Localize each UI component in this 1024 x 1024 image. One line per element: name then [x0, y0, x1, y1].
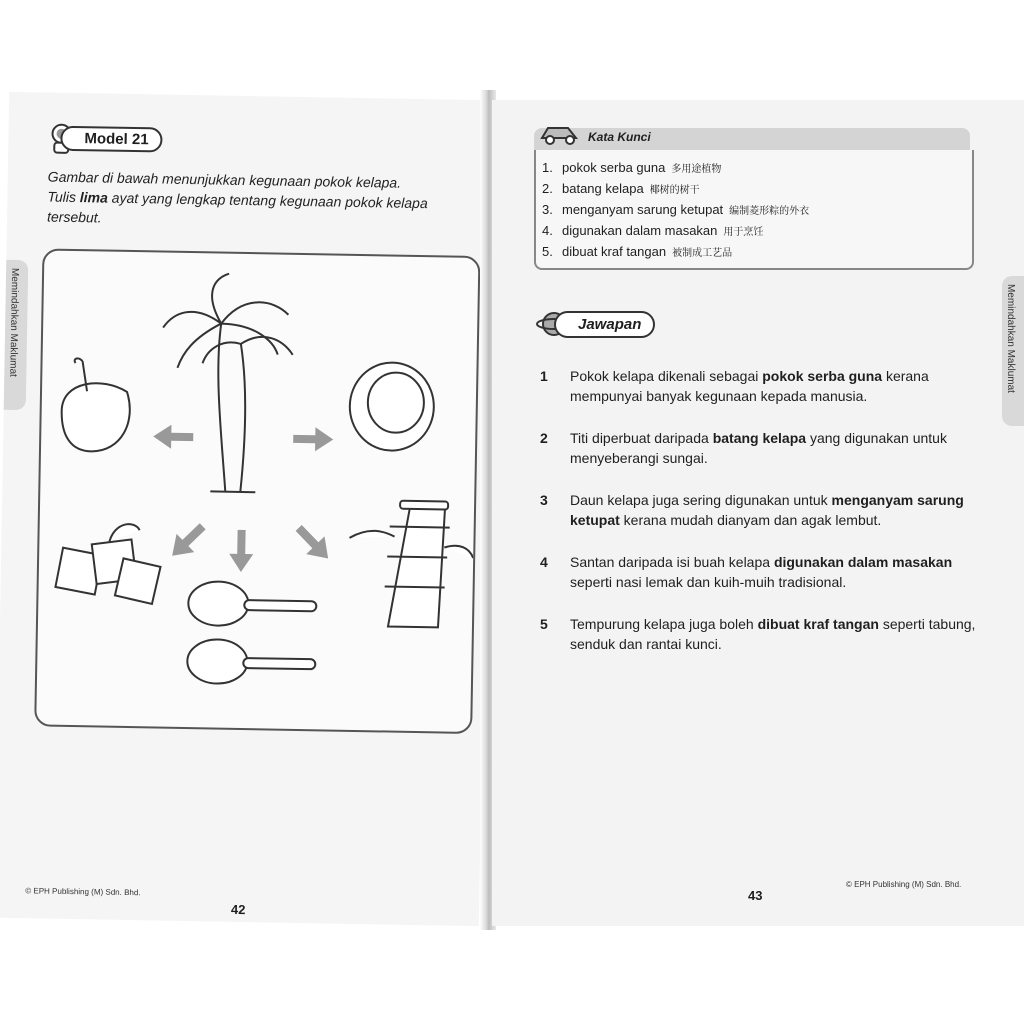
coconut-tree-icon — [160, 273, 294, 493]
coconut-uses-illustration — [34, 248, 480, 734]
arrow-left-icon — [153, 424, 193, 449]
kk-malay: batang kelapa — [562, 181, 644, 196]
right-page — [492, 100, 1024, 926]
kk-malay: digunakan dalam masakan — [562, 223, 718, 238]
kk-malay: menganyam sarung ketupat — [562, 202, 724, 217]
answer-text-part: Pokok kelapa dikenali sebagai — [570, 368, 763, 384]
answer-text — [570, 366, 980, 406]
answer-item — [540, 490, 980, 530]
answer-item — [540, 614, 980, 654]
jawapan-label: Jawapan — [554, 311, 655, 338]
kk-chinese: 用于烹饪 — [723, 227, 764, 238]
kata-kunci-item — [542, 200, 809, 221]
answer-text-part: Daun kelapa juga sering digunakan untuk — [570, 492, 832, 508]
arrow-icons — [151, 424, 334, 573]
arrow-right-icon — [293, 427, 333, 452]
answer-text-part: kerana mempunyai banyak kegunaan kepada manusia. — [570, 368, 929, 404]
jawapan-badge — [536, 306, 655, 342]
illustration-svg — [36, 250, 478, 732]
answer-number: 1 — [540, 368, 548, 384]
answer-keyword: pokok serba guna — [762, 368, 883, 384]
answer-number: 3 — [540, 492, 548, 508]
kk-malay: pokok serba guna — [562, 160, 666, 175]
arrow-down-right-icon — [295, 525, 329, 559]
answer-keyword: batang kelapa — [712, 430, 807, 446]
kk-malay: dibuat kraf tangan — [562, 244, 667, 259]
answer-text-part: Tempurung kelapa juga boleh — [570, 616, 758, 632]
right-footer: © EPH Publishing (M) Sdn. Bhd. — [846, 880, 962, 889]
left-side-tab — [4, 260, 29, 410]
coconut-bridge-icon — [348, 500, 474, 628]
answer-number: 2 — [540, 430, 548, 446]
left-page-number: 42 — [230, 901, 246, 918]
answer-keyword: dibuat kraf tangan — [757, 616, 879, 632]
answer-keyword: digunakan dalam masakan — [773, 554, 953, 570]
answer-item — [540, 366, 980, 406]
kata-kunci-item — [542, 242, 809, 263]
kk-num: 4. — [542, 223, 553, 238]
instruction-line-1: Gambar di bawah menunjukkan kegunaan pokok kelapa. — [47, 168, 402, 191]
answer-item — [540, 428, 980, 468]
answer-text-part: kerana mudah dianyam dan agak lembut. — [619, 512, 882, 528]
right-side-tab — [1002, 276, 1024, 426]
arrow-down-icon — [229, 530, 254, 572]
model-label: Model 21 — [60, 125, 163, 152]
arrow-down-left-icon — [172, 523, 206, 557]
answer-text-part: seperti nasi lemak dan kuih-muih tradisional. — [570, 574, 847, 590]
left-footer: © EPH Publishing (M) Sdn. Bhd. — [25, 886, 141, 898]
answer-text-part: Santan daripada isi buah kelapa — [570, 554, 774, 570]
instruction-text: ayat yang lengkap tentang kegunaan pokok kelapa — [107, 189, 428, 212]
kata-kunci-item — [542, 221, 809, 242]
coconut-half-icon — [349, 362, 435, 451]
answer-text-part: yang digunakan untuk menyeberangi sungai. — [570, 430, 947, 466]
answer-text-part: Titi diperbuat daripada — [570, 430, 713, 446]
kata-kunci-title: Kata Kunci — [588, 130, 651, 144]
kk-num: 2. — [542, 181, 553, 196]
left-page — [0, 92, 493, 926]
answer-text — [570, 552, 980, 592]
answer-text — [570, 490, 980, 530]
instruction — [47, 167, 478, 234]
kata-kunci-list — [542, 158, 809, 263]
answer-item — [540, 552, 980, 592]
kk-chinese: 多用途植物 — [671, 164, 722, 175]
ketupat-icon — [55, 523, 161, 604]
answer-text — [570, 428, 980, 468]
car-icon — [538, 116, 584, 148]
instruction-line-3: tersebut. — [46, 208, 102, 226]
answer-number: 4 — [540, 554, 548, 570]
right-side-tab-label: Memindahkan Maklumat — [1005, 284, 1016, 393]
instruction-text: Tulis — [47, 188, 80, 206]
kk-num: 1. — [542, 160, 553, 175]
kk-chinese: 编制菱形粽的外衣 — [729, 206, 810, 217]
answer-text-part: seperti tabung, senduk dan rantai kunci. — [570, 616, 976, 652]
answer-list — [540, 366, 980, 676]
left-side-tab-label: Memindahkan Maklumat — [7, 267, 21, 377]
answer-text — [570, 614, 980, 654]
coconut-ladle-icon — [187, 581, 317, 685]
kata-kunci-item — [542, 179, 809, 200]
kata-kunci-item — [542, 158, 809, 179]
answer-keyword: menganyam sarung ketupat — [570, 492, 964, 528]
coconut-drink-icon — [61, 358, 131, 452]
kk-num: 5. — [542, 244, 553, 259]
right-page-number: 43 — [748, 888, 763, 903]
instruction-emphasis: lima — [79, 189, 108, 206]
model-badge — [44, 120, 163, 156]
kk-num: 3. — [542, 202, 553, 217]
answer-number: 5 — [540, 616, 548, 632]
kk-chinese: 椰树的树干 — [649, 185, 700, 196]
kk-chinese: 被制成工艺品 — [672, 248, 733, 259]
